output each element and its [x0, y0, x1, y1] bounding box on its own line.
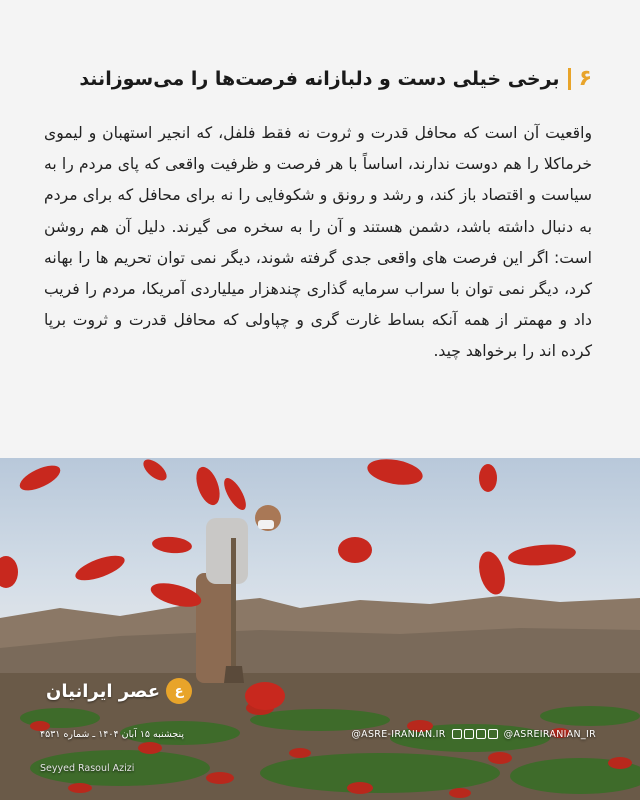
x-icon[interactable]	[488, 729, 498, 739]
issue-date: پنجشنبه ۱۵ آبان ۱۴۰۴ ـ شماره ۴۵۳۱	[40, 728, 184, 740]
logo-emblem-icon: ع	[166, 678, 192, 704]
photo-illustration	[0, 458, 640, 800]
handle-website[interactable]: @ASRE-IRANIAN.IR	[351, 728, 446, 740]
photo-footer	[40, 726, 596, 742]
social-icons	[452, 729, 498, 739]
brand-logo	[46, 678, 192, 704]
handle-social[interactable]: @ASREIRANIAN_IR	[503, 728, 596, 740]
article-paragraph: واقعیت آن است که محافل قدرت و ثروت نه فقط فلفل، که انجیر استهبان و لیموی خرماکلا را هم دوست ندارند، اساساً با هر فرصت و ظرفیت واقعی که پای مردم را به سیاست و اقتصاد باز کند، و رشد و رونق و شکوفایی را نه برای محافل که برای مردم به دنبال داشته باشد، دشمن هستند و آن را به سخره می گیرند. دلیل آن هم روشن است: اگر این فرصت های واقعی جدی گرفته شوند، دیگر نمی توان تحریم ها را بهانه کرد، دیگر نمی توان با سراب سرمایه گذاری چندهزار میلیاردی آمریکا، مردم را فریب داد و مهمتر از همه آنکه بساط غارت گری و چپاولی که محافل قدرت و ثروت برپا کرده اند را برخواهد چید.	[44, 124, 592, 361]
social-handles	[351, 729, 596, 740]
section-heading	[48, 68, 592, 91]
instagram-icon[interactable]	[464, 729, 474, 739]
farmer-photo	[0, 458, 640, 800]
photo-credit: Seyyed Rasoul Azizi	[40, 763, 135, 774]
telegram-icon[interactable]	[452, 729, 462, 739]
section-number: ۶	[578, 66, 592, 92]
heading-title: برخی خیلی دست و دلبازانه فرصت‌ها را می‌سوزانند	[79, 68, 560, 90]
logo-text: عصر ایرانیان	[46, 680, 161, 702]
heading-divider	[568, 68, 571, 90]
eitaa-icon[interactable]	[476, 729, 486, 739]
